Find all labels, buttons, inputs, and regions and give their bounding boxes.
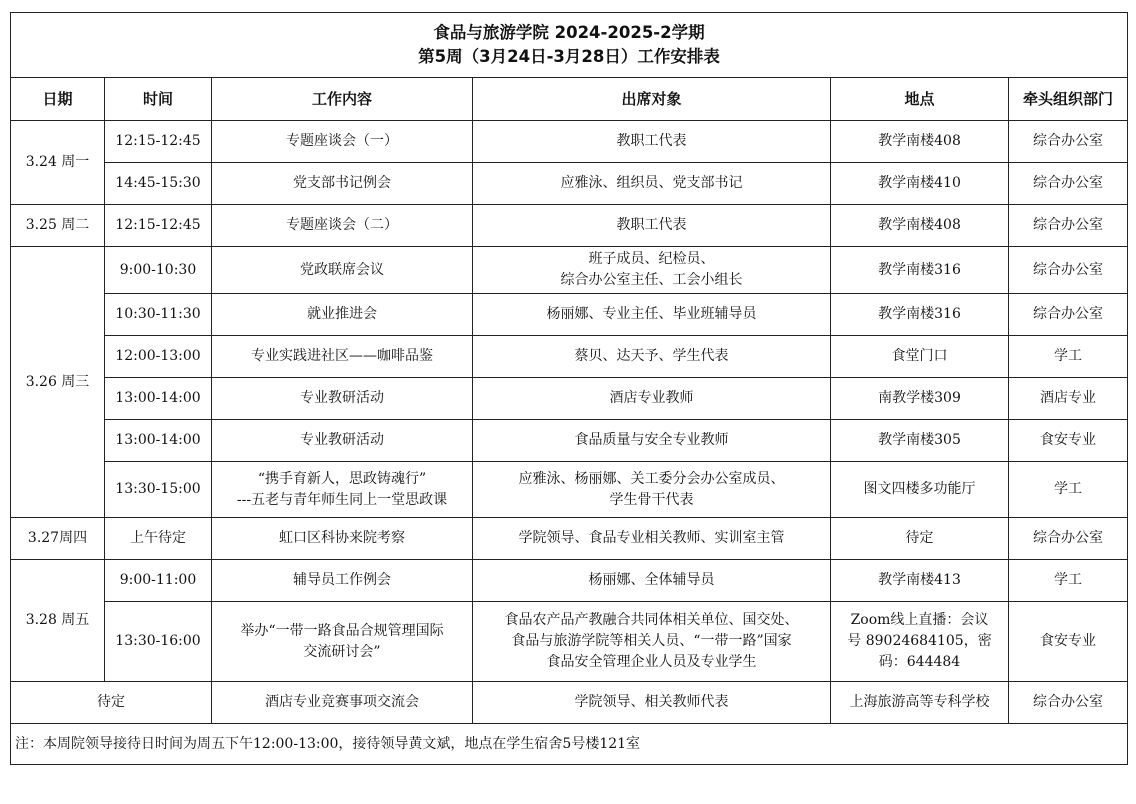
day-cell-wednesday: 3.26 周三 — [11, 247, 105, 518]
attendees-line: 食品与旅游学院等相关人员、“一带一路”国家 — [511, 633, 792, 649]
table-row — [11, 518, 1128, 560]
column-header-time: 时间 — [105, 78, 212, 121]
attendees-cell — [473, 602, 831, 682]
time-cell: 13:30-16:00 — [105, 602, 212, 682]
title-line-2: 第5周（3月24日-3月28日）工作安排表 — [418, 47, 720, 66]
location-cell: 教学南楼316 — [831, 294, 1009, 336]
content-cell: 党支部书记例会 — [212, 163, 473, 205]
location-cell: 南教学楼309 — [831, 378, 1009, 420]
attendees-line: 食品安全管理企业人员及专业学生 — [546, 654, 757, 670]
table-row — [11, 121, 1128, 163]
time-cell: 10:30-11:30 — [105, 294, 212, 336]
column-header-content: 工作内容 — [212, 78, 473, 121]
time-cell: 12:15-12:45 — [105, 121, 212, 163]
dept-cell: 综合办公室 — [1009, 163, 1128, 205]
dept-cell: 综合办公室 — [1009, 205, 1128, 247]
title-row — [11, 13, 1128, 78]
content-cell: 党政联席会议 — [212, 247, 473, 294]
dept-cell: 综合办公室 — [1009, 247, 1128, 294]
table-row — [11, 205, 1128, 247]
dept-cell: 食安专业 — [1009, 602, 1128, 682]
dept-cell: 学工 — [1009, 560, 1128, 602]
location-cell: 教学南楼408 — [831, 205, 1009, 247]
table-row — [11, 294, 1128, 336]
day-cell-monday: 3.24 周一 — [11, 121, 105, 205]
time-cell: 12:15-12:45 — [105, 205, 212, 247]
attendees-cell: 蔡贝、达天予、学生代表 — [473, 336, 831, 378]
table-row — [11, 378, 1128, 420]
content-cell: 酒店专业竞赛事项交流会 — [212, 682, 473, 724]
dept-cell: 学工 — [1009, 336, 1128, 378]
column-header-dept: 牵头组织部门 — [1009, 78, 1128, 121]
title-line-1: 食品与旅游学院 2024-2025-2学期 — [433, 23, 705, 42]
content-cell: 专业教研活动 — [212, 378, 473, 420]
column-header-attendees: 出席对象 — [473, 78, 831, 121]
day-cell-thursday: 3.27周四 — [11, 518, 105, 560]
dept-cell: 酒店专业 — [1009, 378, 1128, 420]
location-cell: 食堂门口 — [831, 336, 1009, 378]
content-cell: 专业教研活动 — [212, 420, 473, 462]
attendees-cell: 杨丽娜、专业主任、毕业班辅导员 — [473, 294, 831, 336]
location-line: 号 89024684105，密 — [847, 633, 992, 649]
column-header-row — [11, 78, 1128, 121]
table-row — [11, 602, 1128, 682]
dept-cell: 综合办公室 — [1009, 518, 1128, 560]
dept-cell: 食安专业 — [1009, 420, 1128, 462]
content-cell: 虹口区科协来院考察 — [212, 518, 473, 560]
table-row — [11, 560, 1128, 602]
content-cell — [212, 462, 473, 518]
day-cell-tuesday: 3.25 周二 — [11, 205, 105, 247]
dept-cell: 综合办公室 — [1009, 294, 1128, 336]
table-row — [11, 247, 1128, 294]
time-cell: 13:30-15:00 — [105, 462, 212, 518]
day-cell-friday: 3.28 周五 — [11, 560, 105, 682]
time-cell: 13:00-14:00 — [105, 420, 212, 462]
schedule-sheet — [10, 12, 1127, 765]
location-cell: 教学南楼410 — [831, 163, 1009, 205]
location-cell — [831, 602, 1009, 682]
attendees-cell: 应雅泳、组织员、党支部书记 — [473, 163, 831, 205]
attendees-cell: 教职工代表 — [473, 205, 831, 247]
time-cell: 9:00-10:30 — [105, 247, 212, 294]
content-cell: 专题座谈会（二） — [212, 205, 473, 247]
note-row — [11, 724, 1128, 765]
table-row — [11, 682, 1128, 724]
column-header-date: 日期 — [11, 78, 105, 121]
attendees-cell: 食品质量与安全专业教师 — [473, 420, 831, 462]
table-row — [11, 420, 1128, 462]
time-cell: 上午待定 — [105, 518, 212, 560]
content-cell: 专题座谈会（一） — [212, 121, 473, 163]
attendees-line: 学生骨干代表 — [609, 491, 694, 508]
location-cell: 上海旅游高等专科学校 — [831, 682, 1009, 724]
location-cell: 图文四楼多功能厅 — [831, 462, 1009, 518]
content-line: 举办“一带一路食品合规管理国际 — [240, 622, 444, 639]
attendees-line: 班子成员、纪检员、 — [588, 251, 715, 267]
table-row — [11, 462, 1128, 518]
table-row — [11, 163, 1128, 205]
dept-cell: 综合办公室 — [1009, 121, 1128, 163]
content-cell: 就业推进会 — [212, 294, 473, 336]
content-cell — [212, 602, 473, 682]
attendees-cell — [473, 462, 831, 518]
location-line: 码：644484 — [878, 654, 961, 670]
content-cell: 专业实践进社区——咖啡品鉴 — [212, 336, 473, 378]
location-cell: 教学南楼413 — [831, 560, 1009, 602]
attendees-cell: 学院领导、食品专业相关教师、实训室主管 — [473, 518, 831, 560]
dept-cell: 综合办公室 — [1009, 682, 1128, 724]
dept-cell: 学工 — [1009, 462, 1128, 518]
attendees-line: 综合办公室主任、工会小组长 — [560, 272, 743, 288]
content-line: “携手育新人，思政铸魂行” — [257, 470, 427, 487]
footnote: 注：本周院领导接待日时间为周五下午12:00-13:00，接待领导黄文斌，地点在学生宿舍5号楼121室 — [11, 724, 1128, 765]
attendees-line: 食品农产品产教融合共同体相关单位、国交处、 — [504, 612, 799, 628]
content-line: 交流研讨会” — [303, 643, 381, 660]
attendees-cell: 学院领导、相关教师代表 — [473, 682, 831, 724]
time-cell: 13:00-14:00 — [105, 378, 212, 420]
location-cell: 教学南楼316 — [831, 247, 1009, 294]
attendees-cell: 教职工代表 — [473, 121, 831, 163]
location-cell: 教学南楼408 — [831, 121, 1009, 163]
attendees-cell: 酒店专业教师 — [473, 378, 831, 420]
day-cell-tbd: 待定 — [11, 682, 212, 724]
location-line: Zoom线上直播：会议 — [850, 612, 989, 628]
time-cell: 14:45-15:30 — [105, 163, 212, 205]
content-line: ---五老与青年师生同上一堂思政课 — [236, 491, 448, 508]
attendees-cell: 杨丽娜、全体辅导员 — [473, 560, 831, 602]
time-cell: 12:00-13:00 — [105, 336, 212, 378]
table-row — [11, 336, 1128, 378]
location-cell: 教学南楼305 — [831, 420, 1009, 462]
content-cell: 辅导员工作例会 — [212, 560, 473, 602]
time-cell: 9:00-11:00 — [105, 560, 212, 602]
attendees-line: 应雅泳、杨丽娜、关工委分会办公室成员、 — [518, 470, 785, 487]
attendees-cell — [473, 247, 831, 294]
schedule-table — [10, 12, 1128, 765]
page-title — [11, 13, 1128, 78]
column-header-location: 地点 — [831, 78, 1009, 121]
location-cell: 待定 — [831, 518, 1009, 560]
